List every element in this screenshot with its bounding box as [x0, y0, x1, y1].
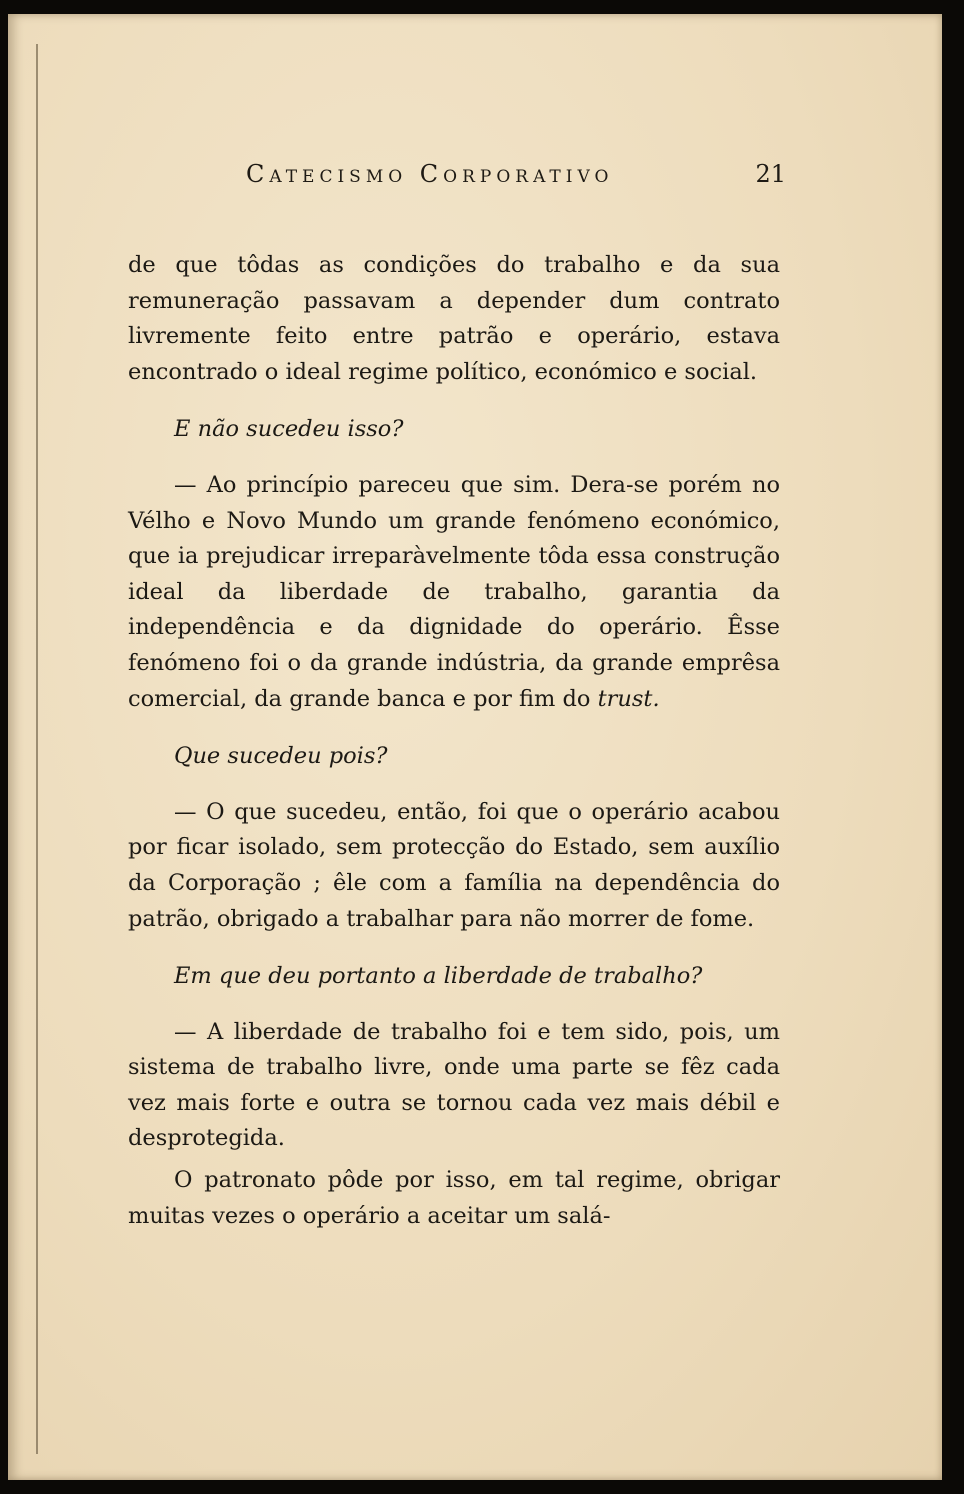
running-title: Catecismo Corporativo: [246, 160, 614, 188]
page-binding-edge: [36, 44, 38, 1454]
page-body: [128, 248, 780, 1234]
question-2: Que sucedeu pois?: [174, 743, 388, 770]
page-header: [246, 160, 786, 200]
answer-1-trust: trust.: [597, 685, 660, 712]
book-page: [8, 14, 942, 1480]
question-3: Em que deu portanto a liberdade de trabalho?: [174, 963, 703, 990]
answer-3: — A liberdade de trabalho foi e tem sido, pois, um sistema de trabalho livre, onde uma parte se fêz cada vez mais forte e outra se tornou cada vez mais débil e desprotegida.: [128, 1018, 780, 1152]
answer-1: [128, 468, 780, 717]
question-1: E não sucedeu isso?: [174, 416, 404, 443]
paragraph-last: O patronato pôde por isso, em tal regime, obrigar muitas vezes o operário a aceitar um salá-: [128, 1167, 780, 1229]
page-number: 21: [755, 160, 786, 188]
answer-2: — O que sucedeu, então, foi que o operário acabou por ficar isolado, sem protecção do Estado, sem auxílio da Corporação ; êle com a família na dependência do patrão, obrigado a trabalhar para não morrer de fome.: [128, 798, 780, 932]
paragraph-continuation: de que tôdas as condições do trabalho e da sua remuneração passavam a depender dum contrato livremente feito entre patrão e operário, estava encontrado o ideal regime político, económico e social.: [128, 252, 780, 385]
answer-1-text: — Ao princípio pareceu que sim. Dera-se porém no Vélho e Novo Mundo um grande fenómeno económico, que ia prejudicar irreparàvelmente tôda essa construção ideal da liberdade de trabalho, garantia da independência e da dignidade do operário. Êsse fenómeno foi o da grande indústria, da grande emprêsa comercial, da grande banca e por fim do: [128, 471, 780, 712]
